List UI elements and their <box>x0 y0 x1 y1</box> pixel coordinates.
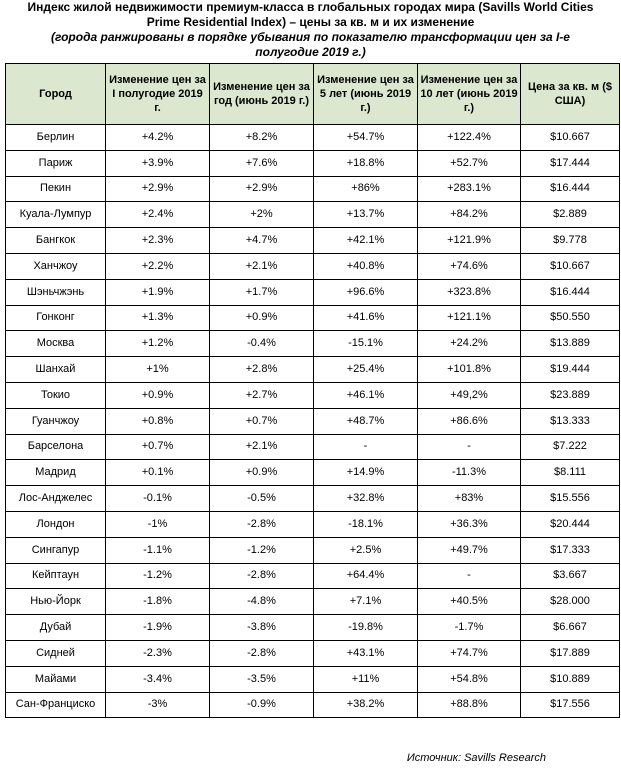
cell-change-10y: +121.9% <box>418 228 521 254</box>
cell-city: Пекин <box>6 176 106 202</box>
cell-change-year: +1.7% <box>210 279 314 305</box>
cell-change-h1: +2.4% <box>106 202 210 228</box>
cell-change-5y: -15.1% <box>314 331 418 357</box>
header-city: Город <box>6 64 106 125</box>
cell-change-5y: +18.8% <box>314 150 418 176</box>
table-row <box>6 615 620 641</box>
header-change-5y: Изменение цен за 5 лет (июнь 2019 г.) <box>314 64 418 125</box>
cell-change-10y: +101.8% <box>418 357 521 383</box>
table-row <box>6 486 620 512</box>
cell-change-year: +0.7% <box>210 408 314 434</box>
cell-change-year: -0.9% <box>210 692 314 718</box>
cell-change-10y: +24.2% <box>418 331 521 357</box>
cell-price: $10.667 <box>521 125 620 151</box>
cell-change-5y: +46.1% <box>314 382 418 408</box>
title-line-1: Индекс жилой недвижимости премиум-класса в глобальных городах мира (Savills World Cities <box>27 0 594 14</box>
cell-price: $19.444 <box>521 357 620 383</box>
table-body <box>6 125 620 718</box>
cell-change-h1: +0.7% <box>106 434 210 460</box>
cell-change-10y: +122.4% <box>418 125 521 151</box>
cell-change-h1: +1.3% <box>106 305 210 331</box>
cell-change-10y: -1.7% <box>418 615 521 641</box>
cell-change-10y: +121.1% <box>418 305 521 331</box>
cell-city: Париж <box>6 150 106 176</box>
cell-change-5y: +54.7% <box>314 125 418 151</box>
cell-change-h1: -1.1% <box>106 537 210 563</box>
cell-price: $17.889 <box>521 640 620 666</box>
table-row <box>6 511 620 537</box>
cell-change-10y: - <box>418 434 521 460</box>
cell-change-10y: +74.6% <box>418 253 521 279</box>
cell-price: $7.222 <box>521 434 620 460</box>
cell-change-year: +7.6% <box>210 150 314 176</box>
cell-city: Москва <box>6 331 106 357</box>
cell-city: Нью-Йорк <box>6 589 106 615</box>
cell-price: $16.444 <box>521 176 620 202</box>
cell-change-year: -2.8% <box>210 511 314 537</box>
cell-city: Гуанчжоу <box>6 408 106 434</box>
cell-change-5y: +32.8% <box>314 486 418 512</box>
cell-change-10y: +323.8% <box>418 279 521 305</box>
cell-change-5y: +2.5% <box>314 537 418 563</box>
cell-change-h1: -1.9% <box>106 615 210 641</box>
cell-change-5y: +7.1% <box>314 589 418 615</box>
cell-city: Барселона <box>6 434 106 460</box>
cell-change-year: -0.4% <box>210 331 314 357</box>
cell-change-5y: +96.6% <box>314 279 418 305</box>
cell-change-5y: +13.7% <box>314 202 418 228</box>
cell-change-h1: -0.1% <box>106 486 210 512</box>
cell-city: Шанхай <box>6 357 106 383</box>
cell-city: Гонконг <box>6 305 106 331</box>
cell-city: Лос-Анджелес <box>6 486 106 512</box>
cell-change-10y: +49.7% <box>418 537 521 563</box>
cell-change-year: +0.9% <box>210 305 314 331</box>
cell-change-h1: +4.2% <box>106 125 210 151</box>
table-row <box>6 692 620 718</box>
cell-change-year: -4.8% <box>210 589 314 615</box>
cell-change-10y: +88.8% <box>418 692 521 718</box>
cell-change-year: -3.5% <box>210 666 314 692</box>
table-row <box>6 408 620 434</box>
cell-city: Токио <box>6 382 106 408</box>
cell-change-5y: +86% <box>314 176 418 202</box>
cell-change-year: +8.2% <box>210 125 314 151</box>
cell-price: $13.333 <box>521 408 620 434</box>
cell-city: Берлин <box>6 125 106 151</box>
table-row <box>6 150 620 176</box>
cell-city: Сингапур <box>6 537 106 563</box>
cell-change-10y: +54.8% <box>418 666 521 692</box>
cell-change-year: +2.8% <box>210 357 314 383</box>
cell-change-year: +2.1% <box>210 253 314 279</box>
table-row <box>6 640 620 666</box>
cell-change-h1: +3.9% <box>106 150 210 176</box>
header-price: Цена за кв. м ($ США) <box>521 64 620 125</box>
cell-change-10y: +83% <box>418 486 521 512</box>
cell-change-year: +0.9% <box>210 460 314 486</box>
cell-change-h1: -3% <box>106 692 210 718</box>
cell-change-h1: -1.8% <box>106 589 210 615</box>
cell-change-5y: -19.8% <box>314 615 418 641</box>
cell-price: $17.333 <box>521 537 620 563</box>
cell-price: $10.667 <box>521 253 620 279</box>
cell-price: $20.444 <box>521 511 620 537</box>
cell-change-h1: +1.2% <box>106 331 210 357</box>
cell-change-year: -0.5% <box>210 486 314 512</box>
cell-city: Дубай <box>6 615 106 641</box>
cell-change-10y: +36.3% <box>418 511 521 537</box>
cell-change-h1: +1% <box>106 357 210 383</box>
cell-price: $17.556 <box>521 692 620 718</box>
cell-change-h1: -3.4% <box>106 666 210 692</box>
table-row <box>6 357 620 383</box>
table-row <box>6 176 620 202</box>
cell-city: Бангкок <box>6 228 106 254</box>
price-index-table <box>5 63 620 718</box>
cell-change-10y: +52.7% <box>418 150 521 176</box>
table-row <box>6 563 620 589</box>
cell-price: $13.889 <box>521 331 620 357</box>
table-header-row <box>6 64 620 125</box>
table-row <box>6 537 620 563</box>
cell-change-5y: -18.1% <box>314 511 418 537</box>
cell-city: Куала-Лумпур <box>6 202 106 228</box>
cell-change-5y: - <box>314 434 418 460</box>
header-change-year: Изменение цен за год (июнь 2019 г.) <box>210 64 314 125</box>
cell-change-year: -2.8% <box>210 640 314 666</box>
cell-city: Сан-Франциско <box>6 692 106 718</box>
cell-change-10y: +40.5% <box>418 589 521 615</box>
cell-change-h1: +2.9% <box>106 176 210 202</box>
title-line-4: полугодие 2019 г.) <box>255 45 366 59</box>
cell-price: $9.778 <box>521 228 620 254</box>
cell-change-5y: +11% <box>314 666 418 692</box>
cell-price: $10.889 <box>521 666 620 692</box>
table-row <box>6 382 620 408</box>
cell-price: $3.667 <box>521 563 620 589</box>
cell-change-10y: +86.6% <box>418 408 521 434</box>
cell-change-h1: +1.9% <box>106 279 210 305</box>
header-change-10y: Изменение цен за 10 лет (июнь 2019 г.) <box>418 64 521 125</box>
cell-city: Кейптаун <box>6 563 106 589</box>
table-row <box>6 202 620 228</box>
cell-change-year: +2% <box>210 202 314 228</box>
cell-change-10y: +49,2% <box>418 382 521 408</box>
cell-price: $28.000 <box>521 589 620 615</box>
table-row <box>6 460 620 486</box>
cell-change-5y: +14.9% <box>314 460 418 486</box>
cell-change-5y: +41.6% <box>314 305 418 331</box>
cell-price: $15.556 <box>521 486 620 512</box>
cell-city: Сидней <box>6 640 106 666</box>
cell-price: $50.550 <box>521 305 620 331</box>
table-row <box>6 125 620 151</box>
cell-change-h1: +0.8% <box>106 408 210 434</box>
cell-change-10y: +84.2% <box>418 202 521 228</box>
cell-city: Шэньчжэнь <box>6 279 106 305</box>
cell-change-5y: +38.2% <box>314 692 418 718</box>
cell-change-year: -2.8% <box>210 563 314 589</box>
cell-price: $23.889 <box>521 382 620 408</box>
cell-price: $8.111 <box>521 460 620 486</box>
title-line-2: Prime Residential Index) – цены за кв. м и их изменение <box>146 15 475 29</box>
cell-change-year: -1.2% <box>210 537 314 563</box>
source-note: Источник: Savills Research <box>406 752 546 764</box>
cell-change-5y: +48.7% <box>314 408 418 434</box>
cell-change-h1: +0.1% <box>106 460 210 486</box>
cell-price: $2.889 <box>521 202 620 228</box>
cell-change-5y: +64.4% <box>314 563 418 589</box>
cell-change-year: +2.1% <box>210 434 314 460</box>
cell-change-year: -3.8% <box>210 615 314 641</box>
cell-change-10y: +283.1% <box>418 176 521 202</box>
header-change-h1: Изменение цен за I полугодие 2019 г. <box>106 64 210 125</box>
cell-change-h1: +2.2% <box>106 253 210 279</box>
cell-price: $6.667 <box>521 615 620 641</box>
cell-change-10y: -11.3% <box>418 460 521 486</box>
table-row <box>6 253 620 279</box>
cell-change-year: +4.7% <box>210 228 314 254</box>
table-row <box>6 434 620 460</box>
cell-city: Мадрид <box>6 460 106 486</box>
cell-price: $16.444 <box>521 279 620 305</box>
cell-change-h1: +2.3% <box>106 228 210 254</box>
title-line-3: (города ранжированы в порядке убывания по показателю трансформации цен за I-е <box>51 30 570 44</box>
cell-change-10y: +74.7% <box>418 640 521 666</box>
table-row <box>6 666 620 692</box>
table-row <box>6 305 620 331</box>
cell-change-h1: -2.3% <box>106 640 210 666</box>
cell-change-10y: - <box>418 563 521 589</box>
cell-change-h1: -1% <box>106 511 210 537</box>
cell-change-5y: +25.4% <box>314 357 418 383</box>
cell-change-year: +2.7% <box>210 382 314 408</box>
table-row <box>6 228 620 254</box>
cell-change-h1: -1.2% <box>106 563 210 589</box>
document-title <box>0 0 621 60</box>
cell-change-year: +2.9% <box>210 176 314 202</box>
cell-change-5y: +43.1% <box>314 640 418 666</box>
cell-city: Майами <box>6 666 106 692</box>
cell-change-h1: +0.9% <box>106 382 210 408</box>
cell-change-5y: +42.1% <box>314 228 418 254</box>
table-row <box>6 331 620 357</box>
cell-change-5y: +40.8% <box>314 253 418 279</box>
cell-city: Лондон <box>6 511 106 537</box>
table-row <box>6 589 620 615</box>
cell-city: Ханчжоу <box>6 253 106 279</box>
table-row <box>6 279 620 305</box>
cell-price: $17.444 <box>521 150 620 176</box>
